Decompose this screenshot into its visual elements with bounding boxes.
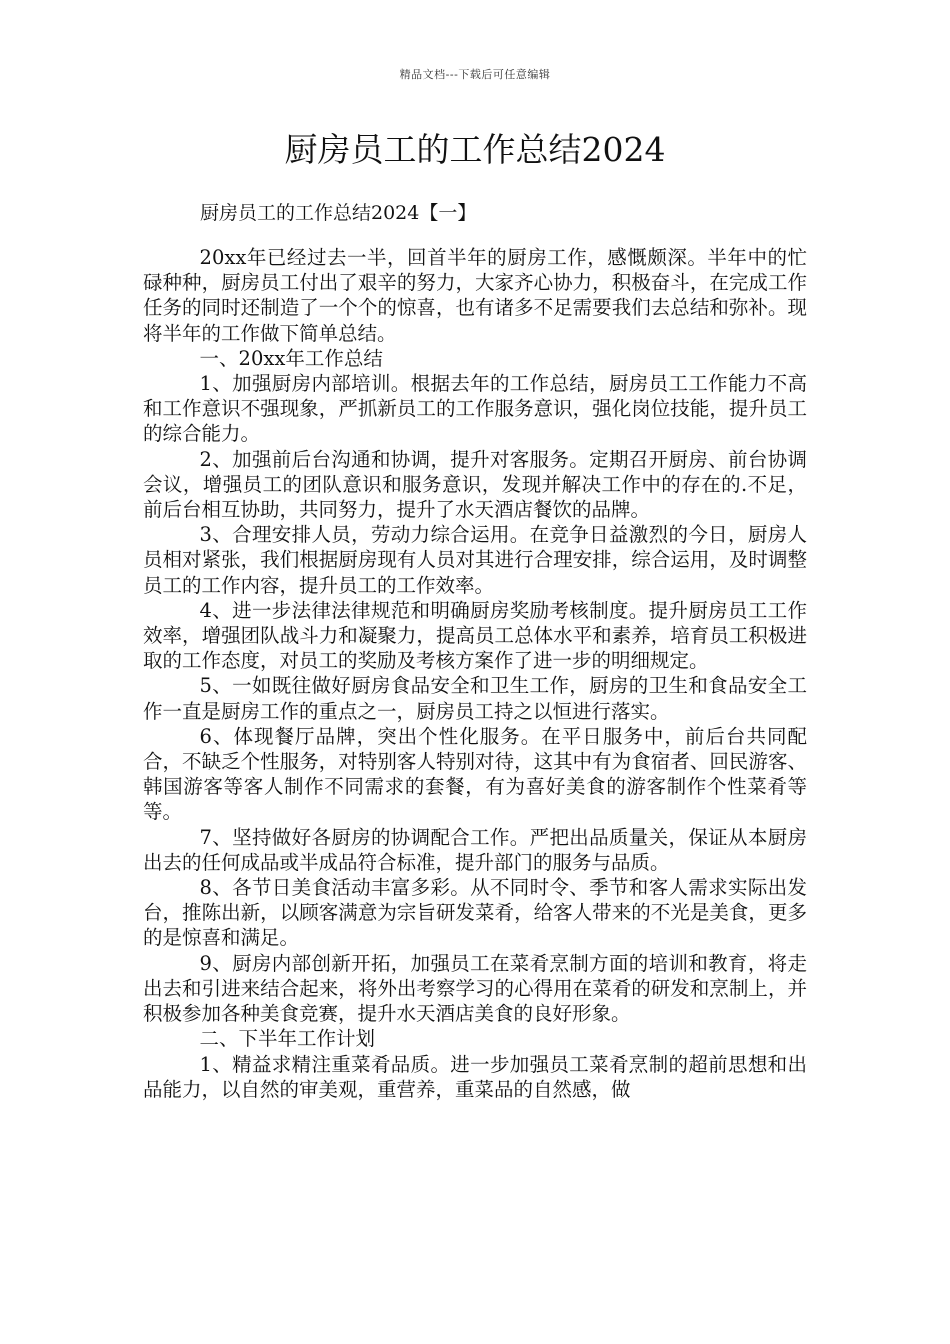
paragraph-intro: 20xx年已经过去一半，回首半年的厨房工作，感慨颇深。半年中的忙碌种种，厨房员工付出了艰辛的努力，大家齐心协力，积极奋斗，在完成工作任务的同时还制造了一个个的惊喜，也有诸多不足需要我们去总结和弥补。现将半年的工作做下简单总结。 <box>143 246 807 345</box>
heading-part-one: 一、20xx年工作总结 <box>199 346 383 370</box>
header-note: 精品文档---下载后可任意编辑 <box>399 68 551 81</box>
heading-part-two: 二、下半年工作计划 <box>199 1027 376 1051</box>
paragraph-item-9: 9、厨房内部创新开拓，加强员工在菜肴烹制方面的培训和教育，将走出去和引进来结合起来，将外出考察学习的心得用在菜肴的研发和烹制上，并积极参加各种美食竞赛，提升水天酒店美食的良好形象。 <box>143 951 807 1026</box>
paragraph-plan-1: 1、精益求精注重菜肴品质。进一步加强员工菜肴烹制的超前思想和出品能力，以自然的审美观，重营养，重菜品的自然感，做 <box>143 1052 807 1101</box>
paragraph-item-6: 6、体现餐厅品牌，突出个性化服务。在平日服务中，前后台共同配合，不缺乏个性服务，对特别客人特别对待，这其中有为食宿者、回民游客、韩国游客等客人制作不同需求的套餐，有为喜好美食的游客制作个性菜肴等等。 <box>143 724 807 824</box>
paragraph-item-5: 5、一如既往做好厨房食品安全和卫生工作，厨房的卫生和食品安全工作一直是厨房工作的重点之一，厨房员工持之以恒进行落实。 <box>143 674 807 723</box>
document-title: 厨房员工的工作总结2024 <box>284 130 666 169</box>
section-heading: 厨房员工的工作总结2024【一】 <box>200 202 477 224</box>
paragraph-item-3: 3、合理安排人员，劳动力综合运用。在竞争日益激烈的今日，厨房人员相对紧张，我们根据厨房现有人员对其进行合理安排，综合运用，及时调整员工的工作内容，提升员工的工作效率。 <box>143 523 807 597</box>
paragraph-item-4: 4、进一步法律法律规范和明确厨房奖励考核制度。提升厨房员工工作效率，增强团队战斗力和凝聚力，提高员工总体水平和素养，培育员工积极进取的工作态度，对员工的奖励及考核方案作了进一步的明细规定。 <box>143 598 807 673</box>
paragraph-item-2: 2、加强前后台沟通和协调，提升对客服务。定期召开厨房、前台协调会议，增强员工的团队意识和服务意识，发现并解决工作中的存在的.不足，前后台相互协助，共同努力，提升了水天酒店餐饮的品牌。 <box>143 447 807 522</box>
paragraph-item-7: 7、坚持做好各厨房的协调配合工作。严把出品质量关，保证从本厨房出去的任何成品或半成品符合标准，提升部门的服务与品质。 <box>143 825 807 874</box>
paragraph-item-8: 8、各节日美食活动丰富多彩。从不同时令、季节和客人需求实际出发台，推陈出新，以顾客满意为宗旨研发菜肴，给客人带来的不光是美食，更多的是惊喜和满足。 <box>143 876 807 950</box>
paragraph-item-1: 1、加强厨房内部培训。根据去年的工作总结，厨房员工工作能力不高和工作意识不强现象，严抓新员工的工作服务意识，强化岗位技能，提升员工的综合能力。 <box>143 372 807 446</box>
document-body <box>143 245 807 1102</box>
